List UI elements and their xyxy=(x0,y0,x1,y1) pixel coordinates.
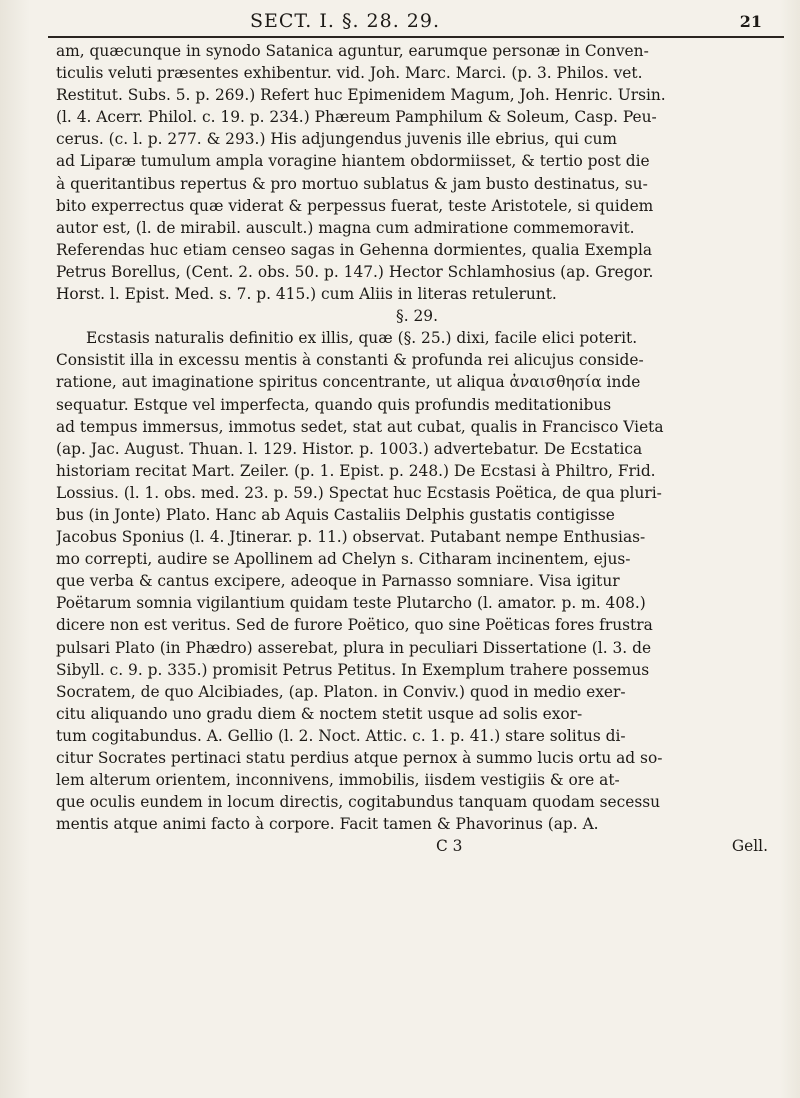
text-line: bus (in Jonte) Plato. Hanc ab Aquis Castaliis Delphis gustatis contigisse xyxy=(56,505,615,524)
text-line: Petrus Borellus, (Cent. 2. obs. 50. p. 147.) Hector Schlamhosius (ap. Gregor. xyxy=(56,262,654,281)
text-line: am, quæcunque in synodo Satanica aguntur, earumque personæ in Conven- xyxy=(56,42,649,60)
text-line: à queritantibus repertus & pro mortuo sublatus & jam busto destinatus, su- xyxy=(56,174,648,193)
section-heading: §. 29. xyxy=(396,307,438,326)
text-line: Poëtarum somnia vigilantium quidam teste Plutarcho (l. amator. p. m. 408.) xyxy=(56,594,646,613)
text-line: ticulis veluti præsentes exhibentur. vid. Joh. Marc. Marci. (p. 3. Philos. vet. xyxy=(56,64,643,83)
signature-mark: C 3 xyxy=(436,837,463,856)
text-line: cerus. (c. l. p. 277. & 293.) His adjungendus juvenis ille ebrius, qui cum xyxy=(56,130,617,149)
text-line: tum cogitabundus. A. Gellio (l. 2. Noct. Attic. c. 1. p. 41.) stare solitus di- xyxy=(56,726,626,745)
text-line: autor est, (l. de mirabil. auscult.) magna cum admiratione commemoravit. xyxy=(56,218,635,237)
text-line: bito experrectus quæ viderat & perpessus fuerat, teste Aristotele, si quidem xyxy=(56,196,654,215)
text-line: pulsari Plato (in Phædro) asserebat, plura in peculiari Dissertatione (l. 3. de xyxy=(56,638,652,657)
text-line: que oculis eundem in locum directis, cogitabundus tanquam quodam secessu xyxy=(56,793,661,812)
text-line: ratione, aut imaginatione spiritus concentrante, ut aliqua ἀναισθησία inde xyxy=(56,373,641,392)
text-line: Referendas huc etiam censeo sagas in Gehenna dormientes, qualia Exempla xyxy=(56,240,653,259)
text-line: Socratem, de quo Alcibiades, (ap. Platon. in Conviv.) quod in medio exer- xyxy=(56,682,626,701)
header-rule xyxy=(48,36,784,38)
text-line: Consistit illa in excessu mentis à constanti & profunda rei alicujus conside- xyxy=(56,351,644,370)
text-line: Horst. l. Epist. Med. s. 7. p. 415.) cum Aliis in literas retulerunt. xyxy=(56,285,557,304)
text-line: Jacobus Sponius (l. 4. Jtinerar. p. 11.) observat. Putabant nempe Enthusias- xyxy=(56,528,646,547)
text-body xyxy=(56,40,778,857)
text-line: historiam recitat Mart. Zeiler. (p. 1. Epist. p. 248.) De Ecstasi à Philtro, Frid. xyxy=(56,461,656,480)
text-line: Sibyll. c. 9. p. 335.) promisit Petrus Petitus. In Exemplum trahere possemus xyxy=(56,660,650,679)
text-line: citur Socrates pertinaci statu perdius atque pernox à summo lucis ortu ad so- xyxy=(56,749,663,767)
running-title: SECT. I. §. 28. 29. xyxy=(250,10,441,32)
text-line: (l. 4. Acerr. Philol. c. 19. p. 234.) Phæreum Pamphilum & Soleum, Casp. Peu- xyxy=(56,108,657,127)
running-header xyxy=(0,8,800,38)
text-line: mo correpti, audire se Apollinem ad Chelyn s. Citharam incinentem, ejus- xyxy=(56,550,631,569)
text-line: citu aliquando uno gradu diem & noctem stetit usque ad solis exor- xyxy=(56,704,583,723)
text-line: (ap. Jac. August. Thuan. l. 129. Histor. p. 1003.) advertebatur. De Ecstatica xyxy=(56,439,643,458)
text-line: Lossius. (l. 1. obs. med. 23. p. 59.) Spectat huc Ecstasis Poëtica, de qua pluri- xyxy=(56,483,662,502)
page-number: 21 xyxy=(739,12,762,31)
text-line: ad tempus immersus, immotus sedet, stat aut cubat, qualis in Francisco Vieta xyxy=(56,417,664,436)
text-line: mentis atque animi facto à corpore. Facit tamen & Phavorinus (ap. A. xyxy=(56,815,599,834)
text-line: Ecstasis naturalis definitio ex illis, quæ (§. 25.) dixi, facile elici poterit. xyxy=(86,329,638,348)
text-line: Restitut. Subs. 5. p. 269.) Refert huc Epimenidem Magum, Joh. Henric. Ursin. xyxy=(56,86,666,105)
catchword: Gell. xyxy=(731,837,768,856)
text-line: que verba & cantus excipere, adeoque in Parnasso somniare. Visa igitur xyxy=(56,572,620,591)
page-footer xyxy=(56,835,778,857)
text-line: sequatur. Estque vel imperfecta, quando quis profundis meditationibus xyxy=(56,395,612,414)
text-line: ad Liparæ tumulum ampla voragine hiantem obdormiisset, & tertio post die xyxy=(56,152,650,171)
text-line: lem alterum orientem, inconnivens, immobilis, iisdem vestigiis & ore at- xyxy=(56,771,620,790)
text-line: dicere non est veritus. Sed de furore Poëtico, quo sine Poëticas fores frustra xyxy=(56,616,653,635)
